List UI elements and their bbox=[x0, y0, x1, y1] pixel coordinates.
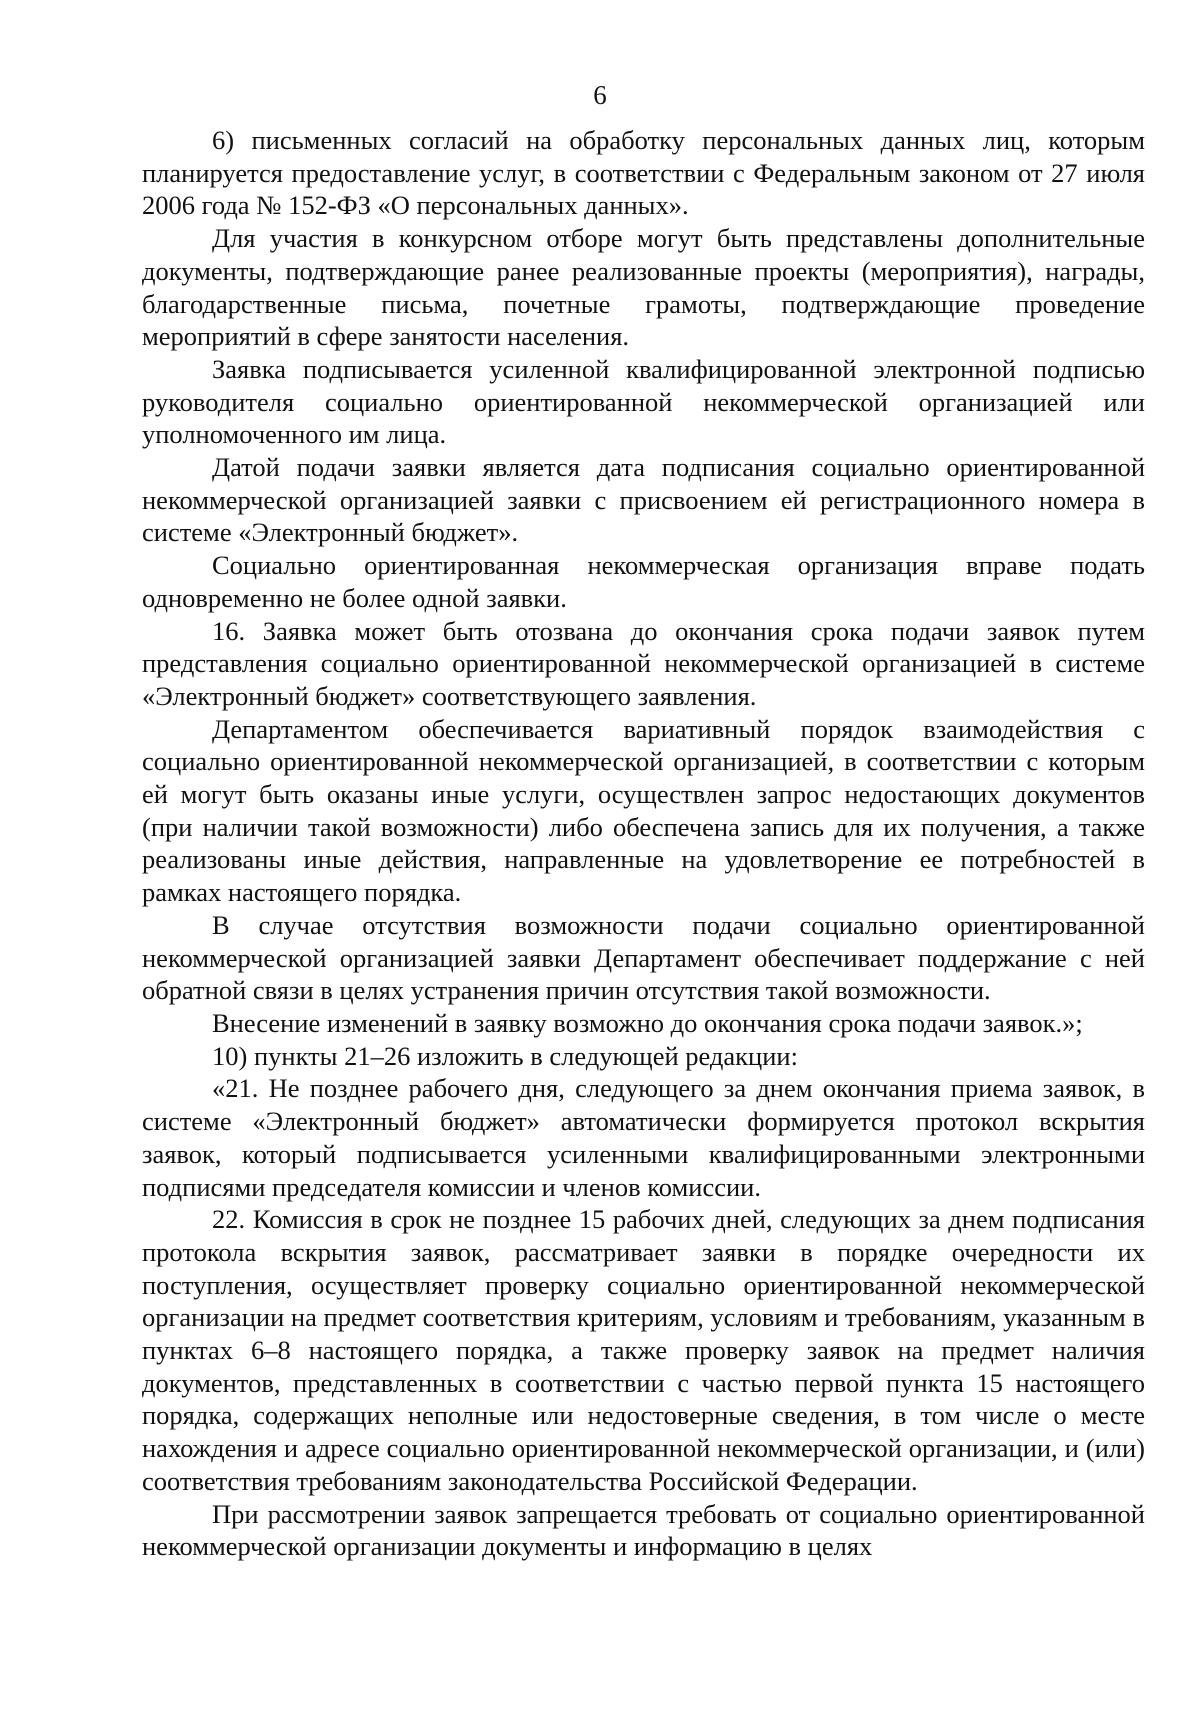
paragraph: Внесение изменений в заявку возможно до окончания срока подачи заявок.»; bbox=[212, 1007, 1083, 1038]
paragraph: 6) письменных согласий на обработку персональных данных лиц, которым планируется предоставление услуг, в соответствии с Федеральным законом от 27 июля 2006 года № 152-ФЗ «О персональных данных». bbox=[142, 125, 1145, 221]
paragraph: В случае отсутствия возможности подачи социально ориентированной некоммерческой организацией заявки Департамент обеспечивает поддержание с ней обратной связи в целях устранения причин отсутствия такой возможности. bbox=[142, 909, 1145, 1006]
body-text bbox=[142, 124, 1145, 1563]
page-number: 6 bbox=[593, 80, 607, 110]
paragraph: 10) пункты 21–26 изложить в следующей редакции: bbox=[212, 1040, 798, 1071]
paragraph: 22. Комиссия в срок не позднее 15 рабочих дней, следующих за днем подписания протокола вскрытия заявок, рассматривает заявки в порядке очередности их поступления, осуществляет проверку социально ориентированной некоммерческой организации на предмет соответствия критериям, условиям и требованиям, указанным в пунктах 6–8 настоящего порядка, а также проверку заявок на предмет наличия документов, представленных в соответствии с частью первой пункта 15 настоящего порядка, содержащих неполные или недостоверные сведения, в том числе о месте нахождения и адресе социально ориентированной некоммерческой организации, и (или) соответствия требованиям законодательства Российской Федерации. bbox=[142, 1204, 1145, 1496]
paragraph: 16. Заявка может быть отозвана до окончания срока подачи заявок путем представления социально ориентированной некоммерческой организацией в системе «Электронный бюджет» соответствующего заявления. bbox=[142, 615, 1145, 711]
paragraph: Для участия в конкурсном отборе могут быть представлены дополнительные документы, подтверждающие ранее реализованные проекты (мероприятия), награды, благодарственные письма, почетные грамоты, подтверждающие проведение мероприятий в сфере занятости населения. bbox=[142, 223, 1145, 352]
paragraph: «21. Не позднее рабочего дня, следующего за днем окончания приема заявок, в системе «Электронный бюджет» автоматически формируется протокол вскрытия заявок, который подписывается усиленными квалифицированными электронными подписями председателя комиссии и членов комиссии. bbox=[142, 1073, 1145, 1202]
paragraph: При рассмотрении заявок запрещается требовать от социально ориентированной некоммерческой организации документы и информацию в целях bbox=[142, 1498, 1145, 1562]
paragraph: Департаментом обеспечивается вариативный порядок взаимодействия с социально ориентированной некоммерческой организацией, в соответствии с которым ей могут быть оказаны иные услуги, осуществлен запрос недостающих документов (при наличии такой возможности) либо обеспечена запись для их получения, а также реализованы иные действия, направленные на удовлетворение ее потребностей в рамках настоящего порядка. bbox=[142, 713, 1145, 908]
paragraph: Датой подачи заявки является дата подписания социально ориентированной некоммерческой организацией заявки с присвоением ей регистрационного номера в системе «Электронный бюджет». bbox=[142, 452, 1145, 548]
paragraph: Заявка подписывается усиленной квалифицированной электронной подписью руководителя социально ориентированной некоммерческой организацией или уполномоченного им лица. bbox=[142, 353, 1145, 450]
paragraph: Социально ориентированная некоммерческая организация вправе подать одновременно не более одной заявки. bbox=[142, 550, 1145, 613]
